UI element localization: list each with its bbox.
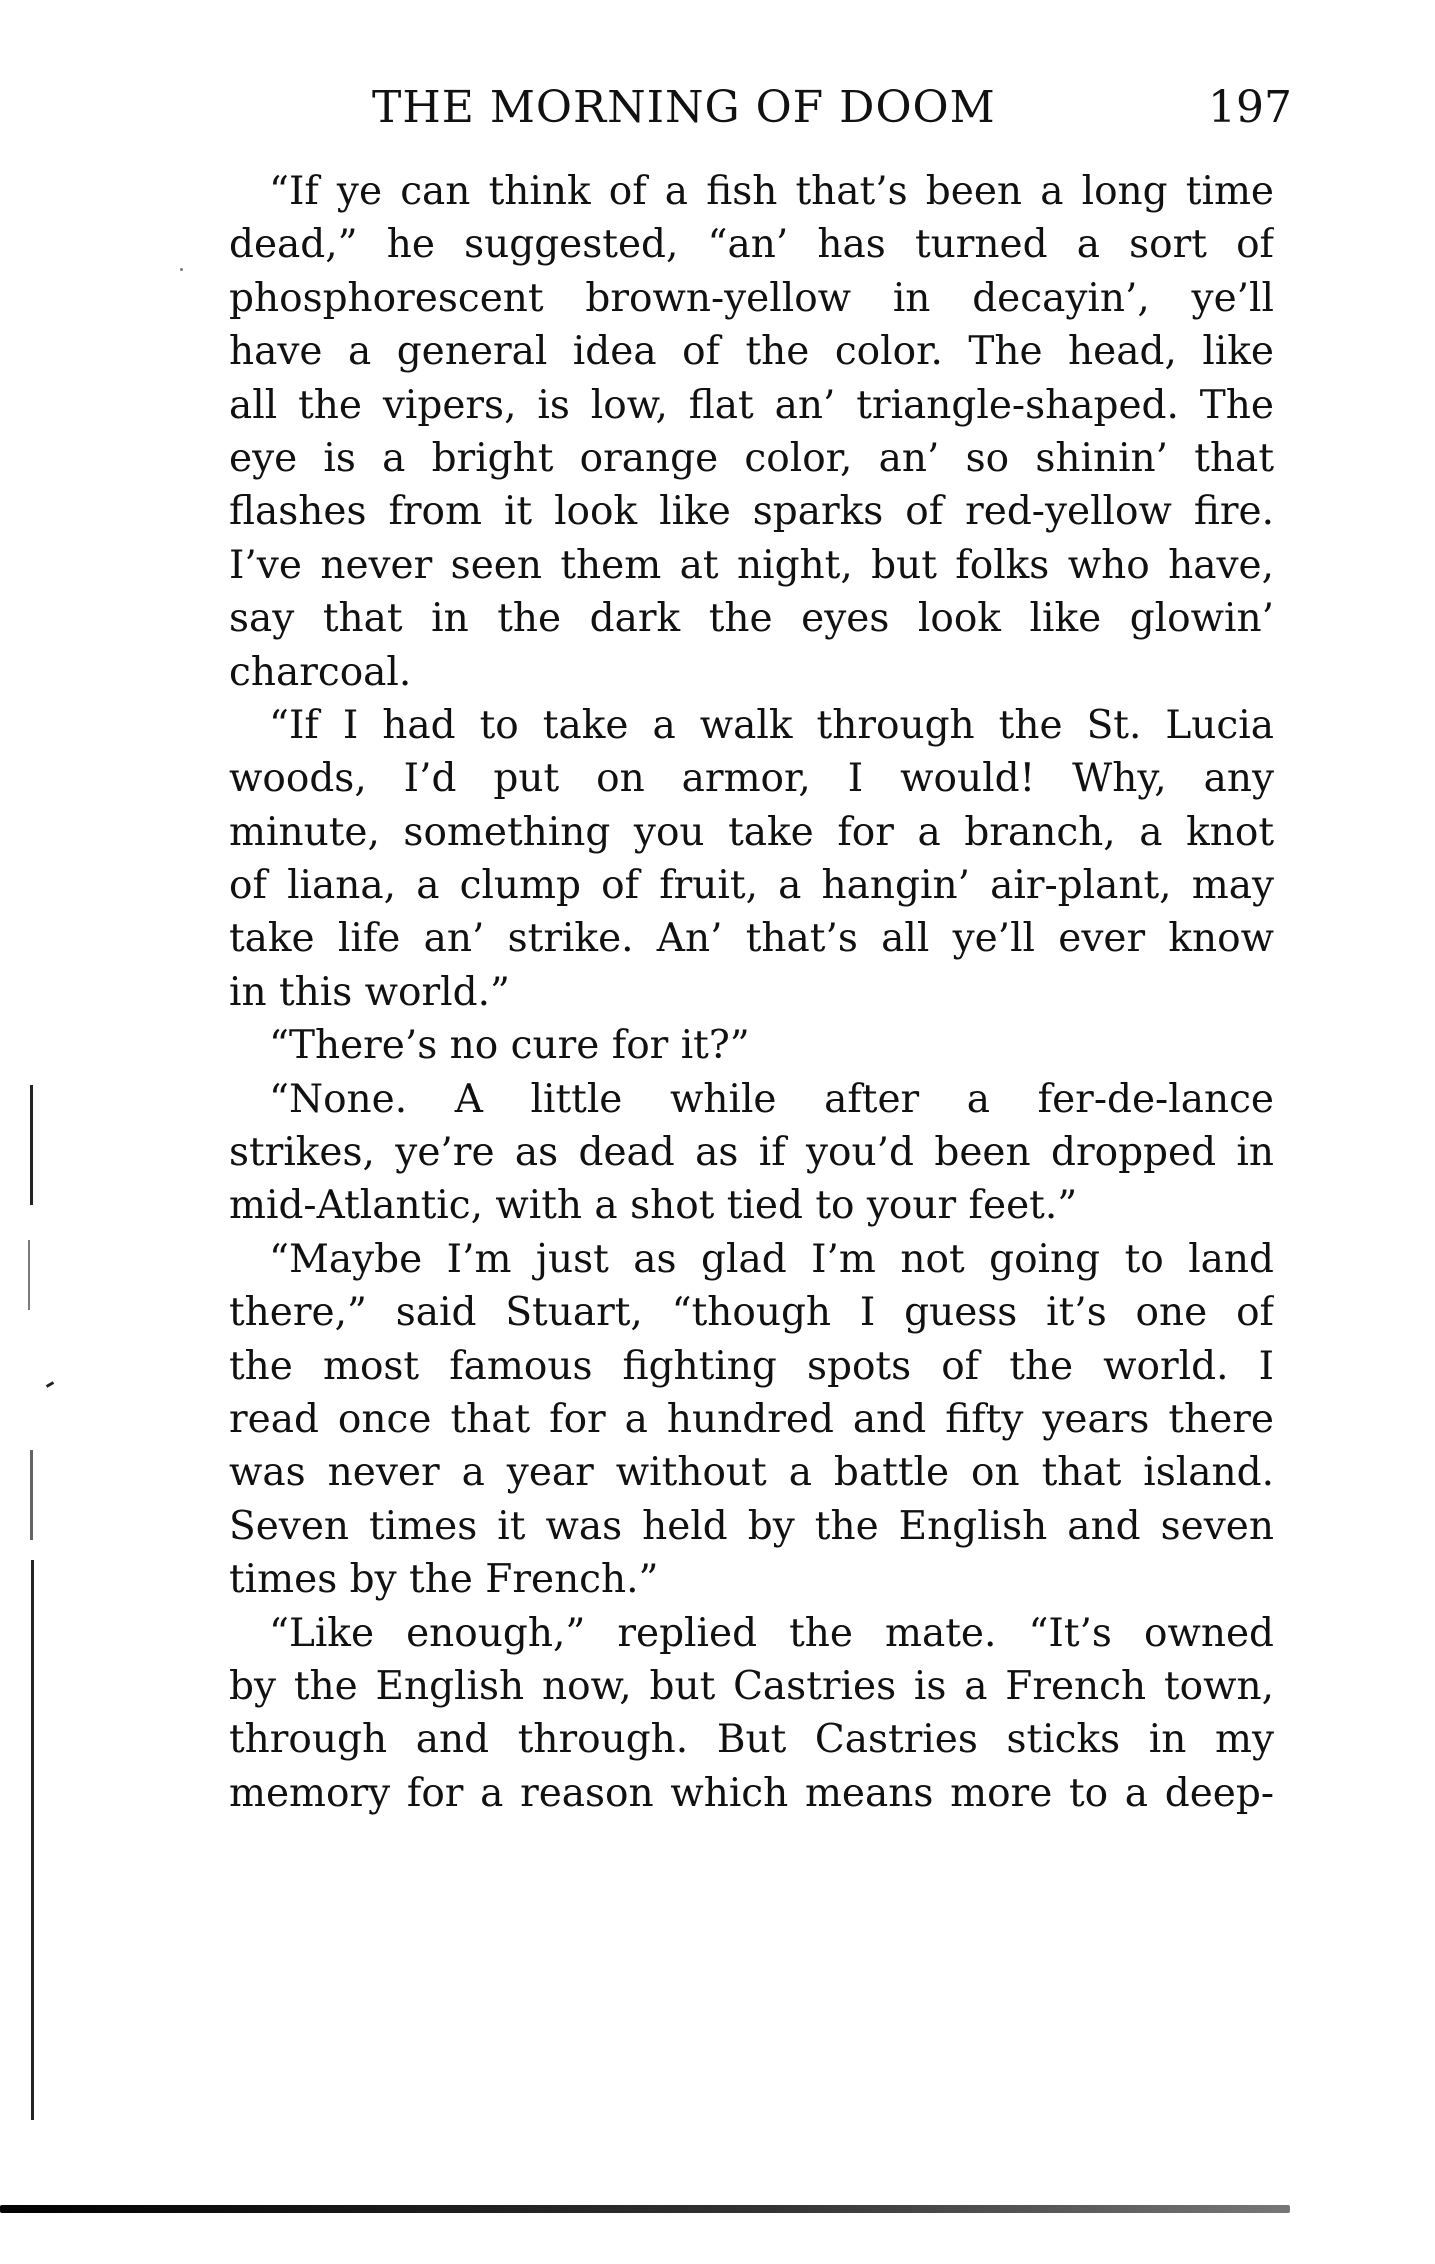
text-line: flashes from it look like sparks of red-yellow fire. [229, 489, 1274, 535]
text-line: times by the French.” [229, 1557, 659, 1603]
text-line: I’ve never seen them at night, but folks who have, [229, 542, 1274, 588]
running-header [0, 82, 1435, 142]
text-line: “Like enough,” replied the mate. “It’s owned [269, 1610, 1274, 1656]
scan-edge-mark [180, 268, 183, 271]
text-line: “Maybe I’m just as glad I’m not going to land [269, 1236, 1274, 1282]
running-title: THE MORNING OF DOOM [372, 82, 996, 133]
text-line: of liana, a clump of fruit, a hangin’ air-plant, may [229, 863, 1274, 909]
text-line: “If ye can think of a fish that’s been a long time [269, 169, 1274, 214]
text-line: all the vipers, is low, flat an’ triangle-shaped. The [229, 382, 1274, 428]
scan-edge-mark [30, 1085, 33, 1205]
text-line: memory for a reason which means more to a deep- [229, 1770, 1274, 1816]
text-line: mid-Atlantic, with a shot tied to your feet.” [229, 1183, 1078, 1229]
text-line: by the English now, but Castries is a French town, [229, 1663, 1274, 1709]
text-line: strikes, ye’re as dead as if you’d been dropped in [229, 1130, 1274, 1176]
text-line: the most famous fighting spots of the world. I [229, 1343, 1274, 1389]
text-line: dead,” he suggested, “an’ has turned a sort of [229, 222, 1274, 268]
text-line: have a general idea of the color. The head, like [229, 329, 1274, 375]
page-number: 197 [1208, 82, 1292, 133]
text-line: Seven times it was held by the English and seven [229, 1503, 1274, 1549]
text-line: minute, something you take for a branch, a knot [229, 809, 1274, 855]
text-line: “There’s no cure for it?” [269, 1023, 750, 1069]
text-line: in this world.” [229, 969, 510, 1015]
text-line: “If I had to take a walk through the St. Lucia [269, 702, 1274, 748]
text-line: phosphorescent brown-yellow in decayin’, ye’ll [229, 275, 1274, 321]
scan-edge-mark [28, 1240, 30, 1310]
text-line: say that in the dark the eyes look like glowin’ [229, 596, 1274, 642]
text-line: through and through. But Castries sticks in my [229, 1717, 1274, 1763]
text-line: read once that for a hundred and fifty years there [229, 1396, 1274, 1442]
bottom-page-edge [0, 2205, 1290, 2213]
text-line: “None. A little while after a fer-de-lance [269, 1076, 1274, 1122]
text-line: was never a year without a battle on that island. [229, 1450, 1274, 1496]
text-line: take life an’ strike. An’ that’s all ye’ll ever know [229, 916, 1274, 962]
text-line: there,” said Stuart, “though I guess it’s one of [229, 1290, 1274, 1336]
text-line: charcoal. [229, 649, 412, 695]
scan-edge-mark [31, 1560, 34, 2120]
text-line: woods, I’d put on armor, I would! Why, any [229, 756, 1274, 802]
text-line: eye is a bright orange color, an’ so shinin’ that [229, 435, 1274, 481]
body-text [229, 165, 1274, 1820]
scan-edge-mark [30, 1450, 33, 1540]
scan-edge-mark [46, 1381, 54, 1388]
